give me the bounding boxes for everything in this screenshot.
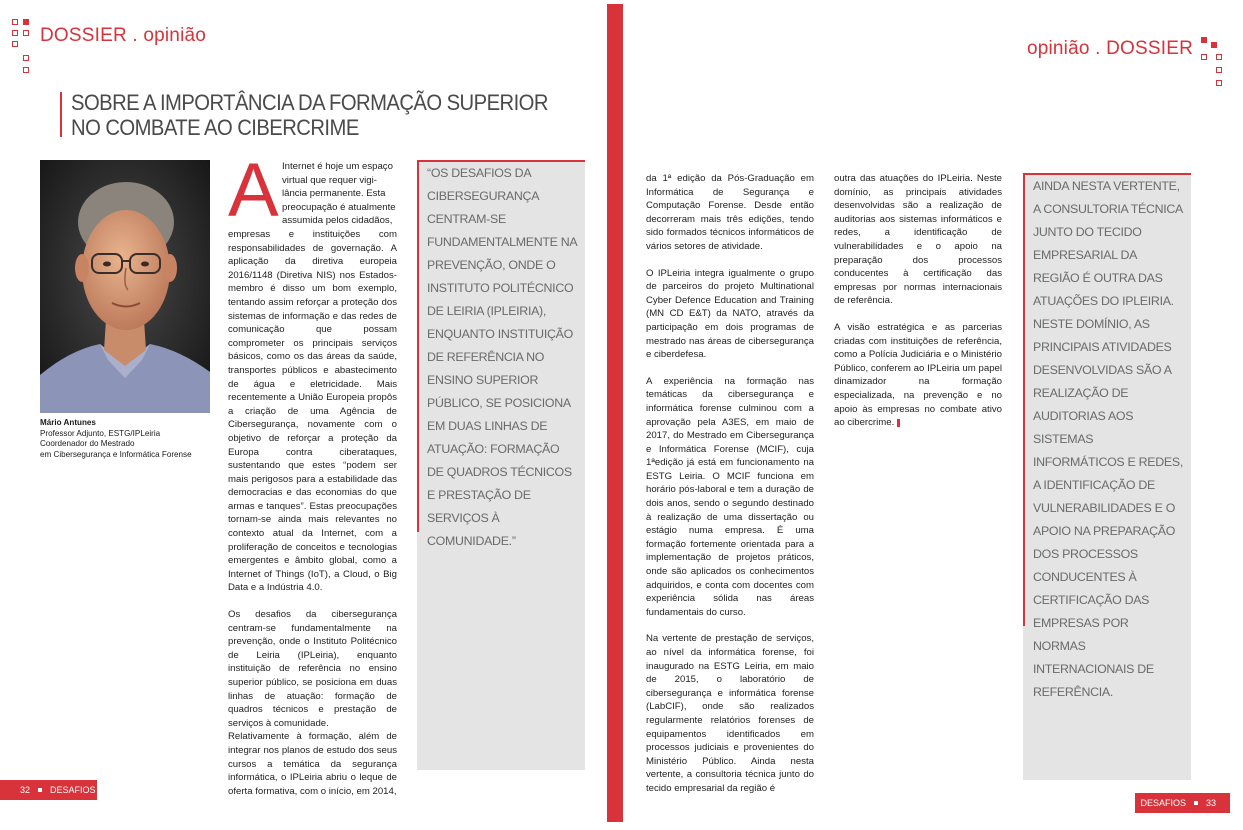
- paragraph: O IPLeiria integra igualmente o grupo de parceiros do projeto Multinational Cyber Defence Education and Training (MN CD E&T) da NATO, através da participação em dois programas de mestrado nas áreas de cibersegurança e ciberdefesa.: [646, 267, 814, 361]
- article-column-1: [228, 228, 397, 798]
- headline-line-2: NO COMBATE AO CIBERCRIME: [71, 115, 359, 140]
- footer-dot: [1194, 801, 1198, 805]
- intro-line: virtual que requer vigi-: [282, 174, 377, 186]
- magazine-name-left: DESAFIOS: [50, 785, 96, 795]
- author-caption: [40, 418, 225, 460]
- page-number-right: 33: [1205, 798, 1216, 808]
- paragraph: Os desafios da cibersegurança centram-se fundamentalmente na prevenção, onde o Instituto Politécnico de Leiria (IPLeiria), enquanto instituição de referência no ensino superior público, se posiciona em duas linhas de atuação: formação de quadros técnicos e prestação de serviços à comunidade.: [228, 609, 397, 729]
- paragraph: Relativamente à formação, além de integrar nos planos de estudo dos seus cursos a temática da segurança informática, o IPLeiria abriu o leque de oferta formativa, com o início, em 2014,: [228, 731, 397, 797]
- footer-bar-right: [1135, 793, 1230, 813]
- footer-dot: [38, 788, 42, 792]
- headline-line-1: SOBRE A IMPORTÂNCIA DA FORMAÇÃO SUPERIOR: [71, 90, 548, 115]
- section-title-left: DOSSIER . opinião: [40, 25, 207, 46]
- headline-rule: [60, 92, 62, 137]
- intro-line: Internet é hoje um espaço: [282, 161, 393, 172]
- paragraph-text: A visão estratégica e as parcerias criadas com instituições de referência, como a Polícia Judiciária e o Ministério Público, conferem ao IPLeiria um papel dinamizador na formação especializada, na prevenção e no apoio às empresas no combate ativo ao cibercrime.: [834, 321, 1002, 429]
- spine-bar: [607, 4, 623, 822]
- intro-line: assumida pelos cidadãos,: [282, 215, 393, 227]
- pull-quote-side-rule: [417, 160, 419, 532]
- page-number-left: 32: [20, 785, 31, 795]
- footer-bar-left: [0, 780, 97, 800]
- magazine-name-right: DESAFIOS: [1140, 798, 1186, 808]
- pull-quote-side-rule-right: [1023, 173, 1025, 626]
- author-role-1: Professor Adjunto, ESTG/IPLeiria: [40, 428, 161, 438]
- paragraph: empresas e instituições com responsabilidades de governação. A aplicação da diretiva europeia 2016/1148 (Diretiva NIS) nos Estados-membro é disso um bom exemplo, tentando assim reforçar a proteção dos sistemas de informação e das redes de comunicação que possam comprometer os principais serviços básicos, como os das áreas da saúde, transportes públicos e abastecimento de água e eletricidade. Mais recentemente a União Europeia propôs a criação de uma Agência de Cibersegurança, novamente com o objetivo de reforçar a proteção da Europa contra ciberataques, sustentando que estes “podem ser mais perigosos para a estabilidade das democracias e das economias do que armas e tanques”. Estas preocupações tornam-se ainda mais relevantes no contexto atual da Internet, com a proliferação de conceitos e tecnologias emergentes e âmbito global, como a Internet of Things (IoT), a Cloud, o Big Data e a Indústria 4.0.: [228, 229, 397, 594]
- article-column-3: [834, 172, 1002, 430]
- paragraph: [834, 321, 1002, 430]
- paragraph: outra das atuações do IPLeiria. Neste domínio, as principais atividades desenvolvidas são a realização de auditorias aos sistemas informáticos e redes, a identificação de vulnerabilidades e o apoio na preparação dos processos conducentes à certificação das empresas por normas internacionais de referência.: [834, 173, 1002, 307]
- article-column-2: [646, 172, 814, 796]
- author-photo: [40, 160, 210, 413]
- drop-cap: A: [228, 148, 279, 233]
- pull-quote-left: “OS DESAFIOS DA CIBERSEGURANÇA CENTRAM-SE FUNDAMENTALMENTE NA PREVENÇÃO, ONDE O INSTITUTO POLITÉCNICO DE LEIRIA (IPLEIRIA), ENQUANTO INSTITUIÇÃO DE REFERÊNCIA NO ENSINO SUPERIOR PÚBLICO, SE POSICIONA EM DUAS LINHAS DE ATUAÇÃO: FORMAÇÃO DE QUADROS TÉCNICOS E PRESTAÇÃO DE SERVIÇOS À COMUNIDADE.”: [427, 166, 577, 548]
- author-role-2: Coordenador do Mestrado: [40, 439, 135, 448]
- paragraph: A experiência na formação nas temáticas da cibersegurança e informática forense culminou com a aprovação pela A3ES, em maio de 2017, do Mestrado em Cibersegurança e Informática Forense (MCIF), cuja 1ªedição já está em funcionamento na ESTG Leiria. O MCIF funciona em horário pós-laboral e tem a duração de dois anos, sendo o segundo destinado à realização de uma dissertação ou estágio numa empresa. É uma formação fortemente orientada para a implementação de projetos práticos, onde são aplicados os conhecimentos adquiridos, e conta com docentes com experiência sólida nas áreas fundamentais do curso.: [646, 375, 814, 618]
- author-role-3: em Cibersegurança e Informática Forense: [40, 449, 192, 459]
- author-photo-illustration: [40, 160, 210, 413]
- paragraph: Na vertente de prestação de serviços, ao nível da informática forense, foi inaugurado na ESTG Leiria, em maio de 2015, o laboratório de cibersegurança e informática forense (LabCIF), onde são realizados regularmente relatórios forenses de equipamentos identificados em processos judiciais e provenientes do Ministério Público. Ainda nesta vertente, a consultoria técnica junto do tecido empresarial da região é: [646, 633, 814, 794]
- paragraph: da 1ª edição da Pós-Graduação em Informática de Segurança e Computação Forense. Desde então decorreram mais três edições, tendo sido formados técnicos informáticos de vários setores de atividade.: [646, 173, 814, 252]
- end-mark: [897, 419, 900, 427]
- section-title-right: opinião . DOSSIER: [1026, 38, 1193, 59]
- intro-line: preocupação é atualmente: [282, 201, 396, 213]
- author-name: Mário Antunes: [40, 418, 96, 427]
- headline: [71, 90, 549, 140]
- intro-line: lância permanente. Esta: [282, 188, 386, 200]
- pull-quote-right: AINDA NESTA VERTENTE, A CONSULTORIA TÉCNICA JUNTO DO TECIDO EMPRESARIAL DA REGIÃO É OUTRA DAS ATUAÇÕES DO IPLEIRIA. NESTE DOMÍNIO, AS PRINCIPAIS ATIVIDADES DESENVOLVIDAS SÃO A REALIZAÇÃO DE AUDITORIAS AOS SISTEMAS INFORMÁTICOS E REDES, A IDENTIFICAÇÃO DE VULNERABILIDADES E O APOIO NA PREPARAÇÃO DOS PROCESSOS CONDUCENTES À CERTIFICAÇÃO DAS EMPRESAS POR NORMAS INTERNACIONAIS DE REFERÊNCIA.: [1033, 179, 1183, 699]
- article-intro-lines: [282, 160, 397, 228]
